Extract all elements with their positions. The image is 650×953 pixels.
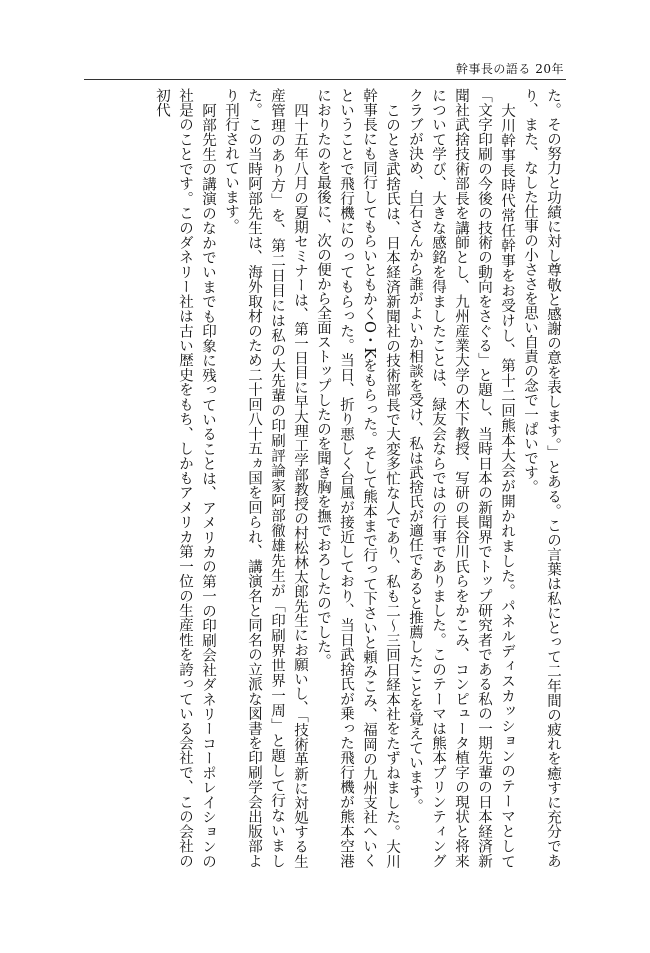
- vertical-text-body: [84, 88, 564, 868]
- running-header: 幹事長の語る 20年: [455, 62, 564, 76]
- paragraph: 四十五年八月の夏期セミナーは、第一日目に早大理工学部教授の村松林太郎先生にお願いし、「技術革新に対処する生産管理のあり方」を、第二日目には私の大先輩の印刷評論家阿部徹雄先生が「印刷界世界一周」と題して行ないました。この当時阿部先生は、海外取材のため二十回八十五ヵ国を回られ、講演名と同名の立派な図書を印刷学会出版部より刊行されています。: [223, 88, 308, 868]
- paragraph: 阿部先生の講演のなかでいまでも印象に残っていることは、アメリカの第一の印刷会社ダネリーコーポレイションの社是のことです。このダネリー社は古い歴史をもち、しかもアメリカ第一位の生産性を誇っている会社で、この会社の初代: [154, 88, 216, 868]
- paragraph: このとき武捨氏は、日本経済新聞社の技術部長で大変多忙な人であり、私も二～三回日経本社をたずねました。大川幹事長にも同行してもらいともかくO・Kをもらった。そして熊本まで行って下さいと頼みこみ、福岡の九州支社へいくということで飛行機にのってもらった。当日、折り悪しく台風が接近しており、当日武捨氏が乗った飛行機が熊本空港におりたのを最後に、次の便から全面ストップしたのを聞き胸を撫でおろしたのでした。: [315, 88, 400, 868]
- header-divider: [84, 79, 566, 80]
- paragraph-continuation: た。その努力と功績に対し尊敬と感謝の意を表します。」とある。この言葉は私にとって二年間の疲れを癒すに充分であり、また、なした仕事の小ささを思い自責の念で一ぱいです。: [522, 88, 561, 868]
- paragraph: 大川幹事長時代常任幹事をお受けし、第十二回熊本大会が開かれました。パネルディスカッションのテーマとして「文字印刷の今後の技術の動向をさぐる」と題し、当時日本の新聞界でトップ研究者である私の一期先輩の日本経済新聞社武捨技術部長を講師とし、九州産業大学の木下教授、写研の長谷川氏らをかこみ、コンピュータ植字の現状と将来について学び、大きな感銘を得ましたことは、緑友会ならではの行事でありました。このテーマは熊本プリンティングクラブが決め、白石さんから誰がよいか相談を受け、私は武捨氏が適任であると推薦したことを覚えています。: [407, 88, 515, 868]
